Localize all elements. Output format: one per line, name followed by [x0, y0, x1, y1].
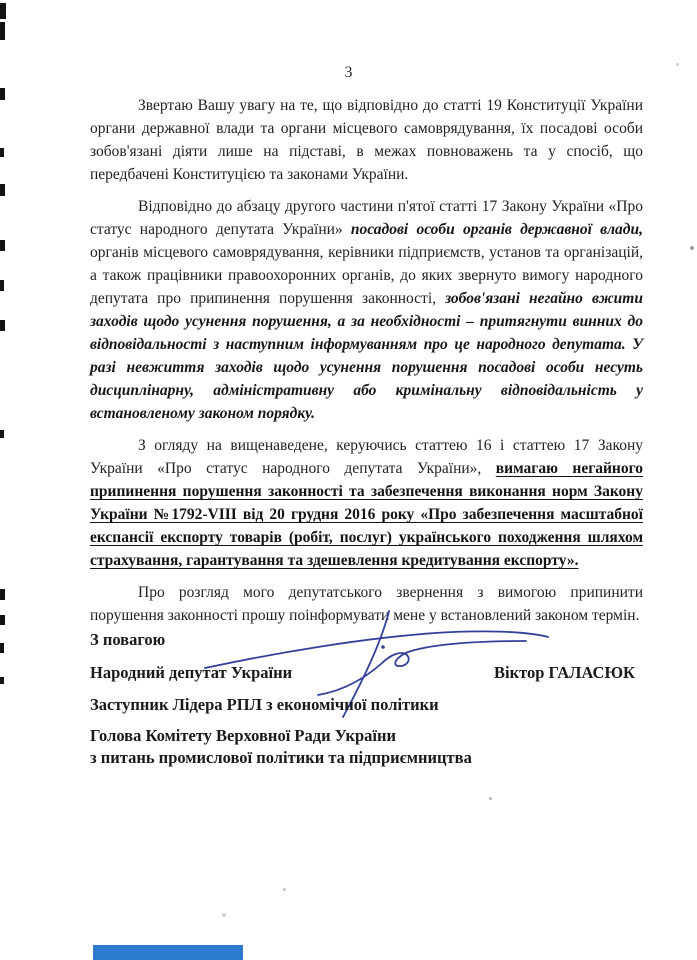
text-run: З огляду на вищенаведене, керуючись статтею 16 і статтею 17 Закону України «Про статус народного депутата України»,: [90, 437, 643, 477]
scan-artifact-left-mark: [0, 430, 4, 438]
scan-artifact-left-mark: [0, 148, 4, 157]
closing-salutation: З повагою: [90, 630, 166, 649]
text-run: посадові особи органів державної влади,: [350, 221, 643, 238]
signer-name: Віктор ГАЛАСЮК: [494, 663, 635, 682]
page-number: 3: [344, 64, 353, 81]
scan-speck: [690, 246, 694, 250]
paragraph: [90, 434, 643, 572]
scan-speck: [283, 888, 286, 891]
scan-artifact-left-mark: [0, 589, 5, 600]
paragraph: [90, 195, 643, 425]
text-run: Про розгляд мого депутатського звернення з вимогою припинити порушення законності прошу поінформувати мене у встановлений законом термін.: [90, 584, 643, 624]
text-run: Звертаю Вашу увагу на те, що відповідно до статті 19 Конституції України органи державної влади та органи місцевого самоврядування, їх посадові особи зобов'язані діяти лише на підставі, в межах повноважень та у спосіб, що передбачені Конституцією та законами України.: [90, 97, 643, 183]
scan-artifact-left-mark: [0, 3, 6, 19]
text-run: зобов'язані негайно вжити заходів щодо усунення порушення, а за необхідності – притягнути винних до відповідальності з наступним інформуванням про це народного депутата. У разі невжиття заходів щодо усунення порушення посадові особи несуть дисциплінарну, адміністративну або кримінальну відповідальність у встановленому законом порядку.: [90, 290, 643, 422]
scan-artifact-left-mark: [0, 677, 4, 684]
text-run: органів місцевого самоврядування, керівники підприємств, установ та організацій, а також працівники правоохоронних органів, до яких звернуто вимогу народного депутата про припинення порушення законності,: [90, 244, 643, 307]
document-paragraphs: [90, 94, 643, 636]
scan-speck: [676, 63, 679, 66]
closing-position: Народний депутат України: [90, 663, 293, 682]
closing-block: [90, 630, 635, 769]
closing-role-committee-line1: Голова Комітету Верховної Ради України: [90, 726, 396, 745]
scan-artifact-left-mark: [0, 88, 5, 100]
scan-artifact-left-mark: [0, 184, 5, 196]
text-run: Відповідно до абзацу другого частини п'ятої статті 17 Закону України «Про статус народного депутата України»: [90, 198, 643, 238]
scan-artifact-left-mark: [0, 320, 5, 331]
scan-artifact-left-mark: [0, 615, 5, 625]
scan-artifact-left-mark: [0, 280, 4, 291]
closing-role-committee-line2: з питань промислової політики та підприємництва: [90, 748, 472, 767]
scan-speck: [489, 797, 492, 800]
bottom-blue-bar: [93, 945, 243, 960]
paragraph: [90, 581, 643, 627]
paragraph: [90, 94, 643, 186]
scan-artifact-left-mark: [0, 22, 5, 40]
closing-signature-row: [90, 663, 635, 683]
scan-artifact-left-mark: [0, 240, 5, 251]
text-run: вимагаю негайного припинення порушення законності та забезпечення виконання норм Закону України №1792-VIII від 20 грудня 2016 року «Про забезпечення масштабної експансії експорту товарів (робіт, послуг) українського походження шляхом страхування, гарантування та здешевлення кредитування експорту».: [90, 460, 644, 569]
scan-speck: [222, 913, 226, 917]
closing-role-party: Заступник Лідера РПЛ з економічної політики: [90, 695, 439, 714]
scan-artifact-left-mark: [0, 643, 4, 653]
